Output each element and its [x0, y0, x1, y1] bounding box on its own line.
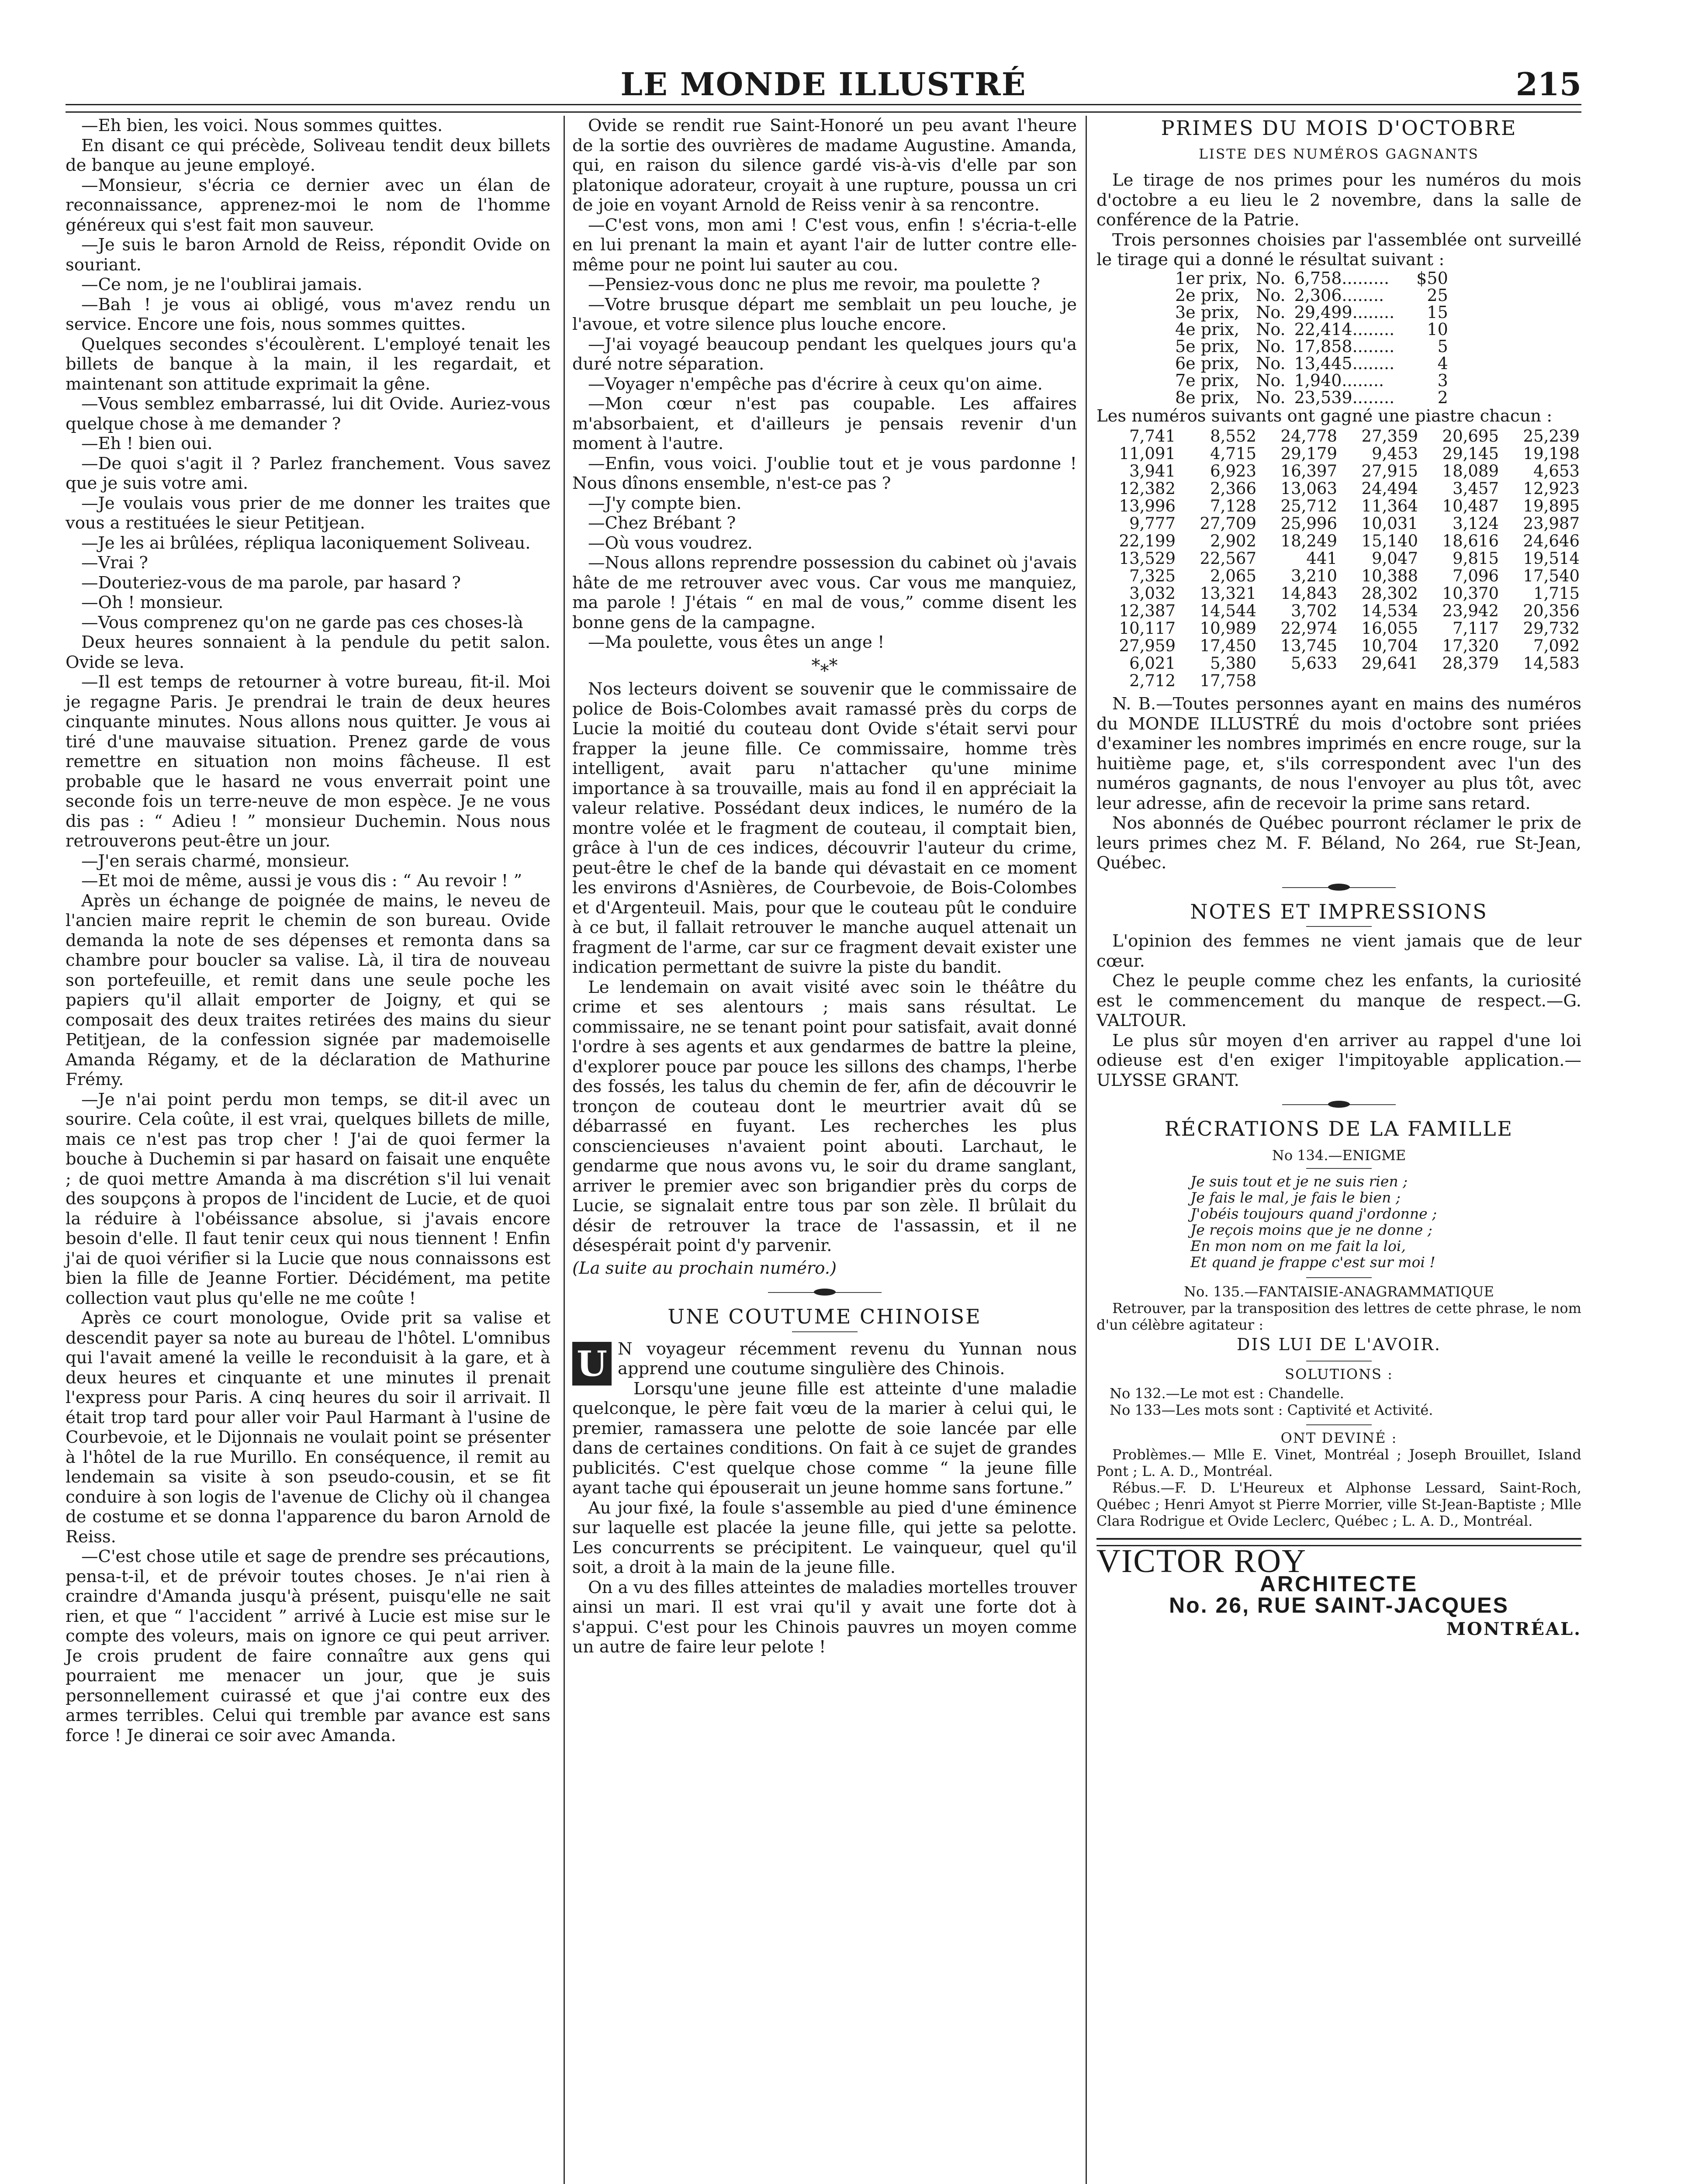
numbers-row [1096, 655, 1581, 672]
winning-number: 13,063 [1280, 479, 1337, 498]
prize-cell: No. [1256, 370, 1286, 390]
notes-quote-2: Chez le peuple comme chez les enfants, la curiosité est le commencement du manque de respect.—G. VALTOUR. [1096, 971, 1581, 1030]
paragraph: Nos lecteurs doivent se souvenir que le commissaire de police de Bois-Colombes avait ramassé près du corps de Lucie la moitié du couteau dont Ovide s'était servi pour frapper la jeune fille. Ce commissaire, homme très intelligent, avait paru n'attacher qu'une minime importance à sa trouvaille, mais au fond il en appréciait la valeur relative. Possédant deux indices, le numéro de la montre volée et le fragment de couteau, il comptait bien, grâce à l'un de ces indices, découvrir l'auteur du crime, peut-être le chef de la bande qui dévastait en ce moment les environs d'Asnières, de Courbevoie, de Bois-Colombes et d'Argenteuil. Mais, pour que le couteau pût le conduire à ce but, il fallait retrouver le manche auquel attenait un fragment de l'arme, car sur ce fragment devait exister une indication permettant de suivre la piste du bandit. [572, 679, 1077, 977]
winning-number: 29,641 [1361, 654, 1418, 673]
title-rule [1306, 1168, 1372, 1169]
winning-number: 18,089 [1442, 462, 1499, 480]
winning-number: 3,702 [1291, 601, 1337, 620]
paragraph: —Eh ! bien oui. [81, 434, 213, 453]
prize-cell: No. [1256, 387, 1286, 407]
paragraph: —Douteriez-vous de ma parole, par hasard ? [81, 573, 461, 593]
winning-number: 24,646 [1523, 532, 1580, 550]
paragraph: Après un échange de poignée de mains, le neveu de l'ancien maire reprit le chemin de son bureau. Ovide demanda la note de ses dépenses et remonta dans sa chambre pour boucler sa valise. Là, il tira de nouveau son portefeuille, et remit dans une seule poche les papiers qu'il allait emporter de Joigny, et qui se composait des deux traites retirées des mains du sieur Petitjean, de la confession signée par mademoiselle Amanda Régamy, et de la déclaration de Mathurine Frémy. [66, 891, 550, 1089]
winning-number: 29,145 [1442, 444, 1499, 463]
paragraph: —Je n'ai point perdu mon temps, se dit-il avec un sourire. Cela coûte, il est vrai, quelques billets de mille, mais ce n'est pas trop cher ! J'ai de quoi fermer la bouche à Duchemin si par hasard on faisait une enquête ; de quoi mettre Amanda à ma discrétion s'il lui venait des soupçons à propos de l'incident de Lucie, et de quoi la réduire à l'obéissance absolue, si j'avais encore besoin d'elle. Il faut tenir ceux qui nous tiennent ! Enfin j'ai de quoi vérifier si la Lucie que nous connaissons est bien la fille de Jeanne Fortier. Décidément, ma petite collection vaut plus qu'elle ne me coûte ! [66, 1089, 550, 1308]
winning-number: 3,210 [1291, 567, 1337, 585]
winning-number: 18,616 [1442, 532, 1499, 550]
prize-cell: 8e prix, [1175, 387, 1239, 407]
paragraph: Ovide se rendit rue Saint-Honoré un peu avant l'heure de la sortie des ouvrières de madame Augustine. Amanda, qui, en raison du silence gardé vis-à-vis d'elle par son platonique adorateur, croyait à une rupture, poussa un cri de joie en voyant Arnold de Reiss venir à sa rencontre. [572, 116, 1077, 215]
asterism: *⁎* [811, 655, 838, 676]
prize-row [1171, 355, 1453, 372]
paragraph: —Vrai ? [81, 553, 148, 573]
winning-number: 7,092 [1533, 636, 1580, 655]
numbers-row [1096, 585, 1581, 602]
paragraph: —Je suis le baron Arnold de Reiss, répondit Ovide on souriant. [66, 235, 550, 275]
winning-number: 6,923 [1210, 462, 1256, 480]
numbers-row [1096, 620, 1581, 637]
winning-number: 25,712 [1280, 497, 1337, 515]
winning-number: 10,487 [1442, 497, 1499, 515]
paragraph: —Enfin, vous voici. J'oublie tout et je vous pardonne ! Nous dînons ensemble, n'est-ce pas ? [572, 453, 1077, 493]
winning-number: 4,715 [1210, 444, 1256, 463]
paragraph: —Je les ai brûlées, répliqua laconiquement Soliveau. [81, 533, 531, 553]
paragraph: On a vu des filles atteintes de maladies mortelles trouver ainsi un mari. Il est vrai qu'il y avait une forte dot à s'appui. C'est pour les Chinois pauvres un moyen comme un autre de faire leur pelote ! [572, 1577, 1077, 1657]
numbers-row [1096, 480, 1581, 498]
primes-subtitle: LISTE DES NUMÉROS GAGNANTS [1199, 146, 1479, 162]
prize-cell: 2e prix, [1175, 285, 1239, 305]
poem-line: En mon nom on me fait la loi, [1190, 1237, 1406, 1254]
anagram-heading: No. 135.—FANTAISIE-ANAGRAMMATIQUE [1184, 1283, 1494, 1300]
winning-number: 17,320 [1442, 636, 1499, 655]
winning-number: 9,815 [1453, 549, 1499, 568]
winning-number: 24,494 [1361, 479, 1418, 498]
winning-number: 29,179 [1280, 444, 1337, 463]
winning-number: 12,382 [1119, 479, 1176, 498]
paragraph: Quelques secondes s'écoulèrent. L'employé tenait les billets de banque à la main, il les regardait, et maintenant son attitude exprimait la gêne. [66, 334, 550, 394]
paragraph: Le lendemain on avait visité avec soin le théâtre du crime et ses alentours ; mais sans résultat. Le commissaire, ne se tenant point pour satisfait, avait donné l'ordre à ses agents et aux gendarmes de battre la pleine, d'explorer pouce par pouce les sillons des champs, l'herbe des fossés, les talus du chemin de fer, afin de découvrir le tronçon de couteau dont le meurtrier avait dû se débarrassé en fuyant. Les recherches les plus consciencieuses n'avaient point abouti. Larchaut, le gendarme que nous avons vu, le soir du drame sanglant, arriver le premier avec son brigandier près du corps de Lucie, se signalait entre tous par son zèle. Il brûlait du désir de retrouver la trace de l'assassin, et il ne désespérait point d'y parvenir. [572, 977, 1077, 1255]
winning-number: 14,583 [1523, 654, 1580, 673]
winning-number: 27,915 [1361, 462, 1418, 480]
notes-quote-3: Le plus sûr moyen d'en arriver au rappel d'une loi odieuse est d'en exiger l'impitoyable application.—ULYSSE GRANT. [1096, 1030, 1581, 1090]
prize-cell: No. [1256, 336, 1286, 356]
dropcap-letter: U [572, 1342, 612, 1386]
winning-number: 19,198 [1523, 444, 1580, 463]
numbers-row [1096, 550, 1581, 567]
paragraph: —Nous allons reprendre possession du cabinet où j'avais hâte de me retrouver avec vous. Car vous me manquiez, ma parole ! J'étais “ en mal de vous,” comme disent les bonne gens de la campagne. [572, 553, 1077, 632]
prize-cell: 15 [1427, 302, 1448, 322]
piastre-line: Les numéros suivants ont gagné une piastre chacun : [1096, 406, 1553, 426]
winning-number: 25,996 [1280, 514, 1337, 533]
winning-numbers-grid [1096, 428, 1581, 690]
solution-line: No 133—Les mots sont : Captivité et Activité. [1110, 1402, 1433, 1418]
column-2 [572, 116, 1077, 1657]
winning-number: 10,031 [1361, 514, 1418, 533]
header-rule [66, 104, 1581, 113]
poem-line: Je suis tout et je ne suis rien ; [1190, 1172, 1408, 1190]
winning-number: 27,359 [1361, 427, 1418, 446]
paragraph: —Où vous voudrez. [588, 533, 753, 553]
prize-cell: 1,940........ [1294, 370, 1384, 390]
solution-line: No 132.—Le mot est : Chandelle. [1110, 1385, 1344, 1402]
prize-cell: No. [1256, 268, 1286, 288]
winning-number: 12,923 [1523, 479, 1580, 498]
winning-number: 441 [1306, 549, 1337, 568]
paragraph: —Je voulais vous prier de me donner les traites que vous a restituées le sieur Petitjean. [66, 493, 550, 533]
winning-number: 29,732 [1523, 619, 1580, 638]
winning-number: 5,633 [1291, 654, 1337, 673]
winning-number: 2,902 [1210, 532, 1256, 550]
prize-cell: 5 [1437, 336, 1448, 356]
anagram-phrase: DIS LUI DE L'AVOIR. [1236, 1334, 1441, 1354]
title-rule [1306, 1277, 1372, 1278]
coutume-body [572, 1379, 1077, 1657]
prize-row [1171, 372, 1453, 389]
prize-cell: 6e prix, [1175, 353, 1239, 373]
prize-cell: 22,414........ [1294, 319, 1395, 339]
solutions-heading: SOLUTIONS : [1285, 1366, 1393, 1382]
prize-cell: 2,306........ [1294, 285, 1384, 305]
winning-number: 2,366 [1210, 479, 1256, 498]
poem-line: Et quand je frappe c'est sur moi ! [1190, 1253, 1435, 1271]
paragraph: —Oh ! monsieur. [81, 593, 224, 612]
ornament-divider [1282, 885, 1396, 890]
numbers-row [1096, 463, 1581, 480]
winning-number: 10,989 [1200, 619, 1256, 638]
prize-cell: No. [1256, 319, 1286, 339]
quebec-notice: Nos abonnés de Québec pourront réclamer le prix de leurs primes chez M. F. Béland, No 264, rue St-Jean, Québec. [1096, 813, 1581, 873]
prize-row [1171, 338, 1453, 355]
prize-cell: $50 [1416, 268, 1448, 288]
story-continuation [572, 116, 1077, 653]
numbers-row [1096, 428, 1581, 445]
winning-number: 24,778 [1280, 427, 1337, 446]
story-continuation-2 [572, 679, 1077, 1256]
prize-cell: No. [1256, 353, 1286, 373]
nb-notice: N. B.—Toutes personnes ayant en mains des numéros du MONDE ILLUSTRÉ du mois d'octobre sont priées d'examiner les nombres imprimés en encre rouge, sur la huitième page, et, s'ils correspondent avec l'un des numéros gagnants, de nous l'envoyer au plus tôt, avec leur adresse, afin de recevoir la prime sans retard. [1096, 694, 1581, 813]
prize-cell: 2 [1437, 387, 1448, 407]
newspaper-title: LE MONDE ILLUSTRÉ [620, 66, 1027, 103]
paragraph: —Il est temps de retourner à votre bureau, fit-il. Moi je regagne Paris. Je prendrai le train de deux heures cinquante minutes. Nous allons nous quitter. Je vous ai tiré d'une mauvaise situation. Prenez garde de vous remettre en situation non moins fâcheuse. Il est probable que le hasard ne vous enverrait point une seconde fois un terre-neuve de mon espèce. Je ne vous dis pas : “ Adieu ! ” monsieur Duchemin. Nous nous retrouverons peut-être un jour. [66, 672, 550, 851]
winning-number: 28,379 [1442, 654, 1499, 673]
winning-number: 22,567 [1200, 549, 1256, 568]
winning-number: 17,540 [1523, 567, 1580, 585]
paragraph: —Monsieur, s'écria ce dernier avec un élan de reconnaissance, apprenez-moi le nom de l'homme généreux qui s'est fait mon sauveur. [66, 175, 550, 235]
prize-cell: 5e prix, [1175, 336, 1239, 356]
prize-cell: 13,445........ [1294, 353, 1395, 373]
paragraph: —Voyager n'empêche pas d'écrire à ceux qu'on aime. [588, 374, 1043, 394]
winning-number: 13,745 [1280, 636, 1337, 655]
paragraph: —C'est vons, mon ami ! C'est vous, enfin ! s'écria-t-elle en lui prenant la main et ayant l'air de lutter contre elle-même pour ne point lui sauter au cou. [572, 215, 1077, 275]
title-rule [792, 1331, 858, 1332]
winning-number: 9,453 [1372, 444, 1418, 463]
paragraph: —Mon cœur n'est pas coupable. Les affaires m'absorbaient, et d'ailleurs je pensais revenir d'un moment à l'autre. [572, 394, 1077, 453]
winning-number: 20,695 [1442, 427, 1499, 446]
winning-number: 7,128 [1210, 497, 1256, 515]
ornament-divider [768, 1290, 882, 1295]
winning-number: 3,941 [1129, 462, 1176, 480]
devine-rebus: Rébus.—F. D. L'Heureux et Alphonse Lessard, Saint-Roch, Québec ; Henri Amyot st Pierre Morrier, ville St-Jean-Baptiste ; Mlle Clara Rodrigue et Ovide Leclerc, Québec ; L. A. D., Montréal. [1096, 1479, 1581, 1529]
paragraph: —J'y compte bien. [588, 493, 742, 513]
prize-row [1171, 321, 1453, 338]
page-number: 215 [1515, 66, 1581, 103]
masthead [66, 66, 1581, 103]
winning-number: 7,096 [1453, 567, 1499, 585]
winning-number: 7,325 [1129, 567, 1176, 585]
winning-number: 13,529 [1119, 549, 1176, 568]
numbers-row [1096, 532, 1581, 550]
paragraph: —Vous semblez embarrassé, lui dit Ovide. Auriez-vous quelque chose à me demander ? [66, 394, 550, 434]
to-be-continued: (La suite au prochain numéro.) [572, 1258, 837, 1278]
paragraph: Lorsqu'une jeune fille est atteinte d'une maladie quelconque, le père fait vœu de la marier à celui qui, le premier, ramassera une pelotte de soie lancée par elle dans de certaines conditions. On fait à ce sujet de grandes publicités. C'est quelque chose comme “ la jeune fille ayant tache qui épouserait un jeune homme sans fortune.” [572, 1379, 1077, 1498]
column-3 [1096, 116, 1581, 1639]
numbers-row [1096, 567, 1581, 585]
winning-number: 22,199 [1119, 532, 1176, 550]
paragraph: —J'ai voyagé beaucoup pendant les quelques jours qu'a duré notre séparation. [572, 334, 1077, 374]
prize-cell: 29,499........ [1294, 302, 1395, 322]
winning-number: 13,321 [1200, 584, 1256, 603]
primes-intro-2: Trois personnes choisies par l'assemblée ont surveillé le tirage qui a donné le résultat suivant : [1096, 230, 1581, 270]
paragraph: —Ma poulette, vous êtes un ange ! [588, 632, 885, 652]
prize-cell: No. [1256, 285, 1286, 305]
devine-heading: ONT DEVINÉ : [1280, 1430, 1397, 1446]
prize-cell: 1er prix, [1175, 268, 1248, 288]
winning-number: 22,974 [1280, 619, 1337, 638]
paragraph: Deux heures sonnaient à la pendule du petit salon. Ovide se leva. [66, 632, 550, 672]
ornament-divider [1282, 1102, 1396, 1107]
winning-number: 17,450 [1200, 636, 1256, 655]
winning-number: 8,552 [1210, 427, 1256, 446]
prize-cell: 3 [1437, 370, 1448, 390]
prize-cell: 6,758......... [1294, 268, 1390, 288]
anagram-text: Retrouver, par la transposition des lettres de cette phrase, le nom d'un célèbre agitateur : [1096, 1299, 1581, 1333]
paragraph: —C'est chose utile et sage de prendre ses précautions, pensa-t-il, et de prévoir toutes choses. Je n'ai rien à craindre d'Amanda jusqu'à présent, puisqu'elle ne sait rien, et que “ l'accident ” arrivé à Lucie est mise sur le compte des voleurs, mais on ignore ce qui peut arriver. Je crois prudent de faire connaître aux gens qui pourraient me menacer un jour, que je suis personnellement cuirassé et que j'ai contre eux des armes terribles. Celui qui tremble par avance est sans force ! Je dinerai ce soir avec Amanda. [66, 1547, 550, 1745]
prize-row [1171, 389, 1453, 406]
prize-cell: 4 [1437, 353, 1448, 373]
winning-number: 28,302 [1361, 584, 1418, 603]
paragraph: —Bah ! je vous ai obligé, vous m'avez rendu un service. Encore une fois, nous sommes quittes. [66, 294, 550, 334]
winning-number: 11,364 [1361, 497, 1418, 515]
prize-cell: No. [1256, 302, 1286, 322]
winning-number: 23,942 [1442, 601, 1499, 620]
prize-cell: 3e prix, [1175, 302, 1239, 322]
solutions-list [1110, 1385, 1581, 1418]
paragraph: —J'en serais charmé, monsieur. [81, 851, 350, 871]
winning-number: 15,140 [1361, 532, 1418, 550]
winning-number [1420, 672, 1501, 690]
coutume-first-paragraph: U N voyageur récemment revenu du Yunnan nous apprend une coutume singulière des Chinois. [572, 1339, 1077, 1379]
advertiser-name: VICTOR ROY [1096, 1543, 1307, 1579]
paragraph: —Et moi de même, aussi je vous dis : “ Au revoir ! ” [81, 871, 522, 891]
numbers-row [1096, 672, 1581, 690]
winning-number [1501, 672, 1581, 690]
winning-number: 4,653 [1533, 462, 1580, 480]
winning-number: 3,457 [1453, 479, 1499, 498]
column-1-story [66, 116, 550, 1745]
winning-number: 20,356 [1523, 601, 1580, 620]
winning-number: 27,959 [1119, 636, 1176, 655]
winning-number: 19,514 [1523, 549, 1580, 568]
paragraph: —Votre brusque départ me semblait un peu louche, je l'avoue, et votre silence plus louche encore. [572, 294, 1077, 334]
winning-number: 12,387 [1119, 601, 1176, 620]
devine-problemes: Problèmes.— Mlle E. Vinet, Montréal ; Joseph Brouillet, Island Pont ; L. A. D., Montréal. [1096, 1446, 1581, 1479]
winning-number: 1,715 [1533, 584, 1580, 603]
winning-number: 10,370 [1442, 584, 1499, 603]
winning-number: 5,380 [1210, 654, 1256, 673]
notes-quote-1: L'opinion des femmes ne vient jamais que de leur cœur. [1096, 931, 1581, 971]
numbers-row [1096, 602, 1581, 620]
numbers-row [1096, 637, 1581, 655]
enigme-poem [1190, 1173, 1581, 1270]
advertiser-address: No. 26, RUE SAINT-JACQUES [1169, 1593, 1509, 1617]
paragraph: —Ce nom, je ne l'oublirai jamais. [81, 275, 363, 294]
paragraph: —Pensiez-vous donc ne plus me revoir, ma poulette ? [588, 275, 1040, 294]
winning-number: 7,741 [1129, 427, 1176, 446]
winning-number: 11,091 [1119, 444, 1176, 463]
winning-number: 17,758 [1200, 671, 1256, 690]
numbers-row [1096, 445, 1581, 463]
winning-number: 10,117 [1119, 619, 1176, 638]
winning-number: 14,534 [1361, 601, 1418, 620]
paragraph: En disant ce qui précède, Soliveau tendit deux billets de banque au jeune employé. [66, 135, 550, 175]
primes-intro: Le tirage de nos primes pour les numéros du mois d'octobre a eu lieu le 2 novembre, dans la salle de conférence de la Patrie. [1096, 170, 1581, 230]
paragraph: —Chez Brébant ? [588, 513, 736, 533]
advertiser-city: MONTRÉAL. [1446, 1618, 1581, 1639]
winning-number: 10,388 [1361, 567, 1418, 585]
winning-number: 3,032 [1129, 584, 1176, 603]
prize-cell: 17,858........ [1294, 336, 1395, 356]
winning-number: 23,987 [1523, 514, 1580, 533]
paragraph: —Eh bien, les voici. Nous sommes quittes. [81, 116, 443, 135]
prize-cell: 7e prix, [1175, 370, 1239, 390]
column-divider [564, 116, 565, 2184]
winning-number: 7,117 [1453, 619, 1499, 638]
paragraph: —Vous comprenez qu'on ne garde pas ces choses-là [81, 612, 523, 632]
winning-number: 14,843 [1280, 584, 1337, 603]
winning-number: 9,777 [1129, 514, 1176, 533]
prize-row [1171, 270, 1453, 287]
winning-number: 16,397 [1280, 462, 1337, 480]
prize-row [1171, 287, 1453, 304]
notes-title: NOTES ET IMPRESSIONS [1190, 899, 1488, 923]
prize-cell: 4e prix, [1175, 319, 1239, 339]
column-divider [1086, 116, 1087, 2184]
winning-number: 6,021 [1129, 654, 1176, 673]
paragraph: —De quoi s'agit il ? Parlez franchement. Vous savez que je suis votre ami. [66, 453, 550, 493]
title-rule [1306, 926, 1372, 927]
prize-row [1171, 304, 1453, 321]
winning-number: 19,895 [1523, 497, 1580, 515]
poem-line: Je reçois moins que je ne donne ; [1190, 1221, 1432, 1238]
poem-line: Je fais le mal, je fais le bien ; [1190, 1189, 1401, 1206]
enigme-heading: No 134.—ENIGME [1272, 1147, 1406, 1164]
title-rule [1306, 1424, 1372, 1425]
winning-number: 13,996 [1119, 497, 1176, 515]
winning-number: 18,249 [1280, 532, 1337, 550]
prize-cell: 23,539........ [1294, 387, 1395, 407]
winning-number: 27,709 [1200, 514, 1256, 533]
prize-table [1171, 270, 1453, 406]
winning-number: 10,704 [1361, 636, 1418, 655]
winning-number: 3,124 [1453, 514, 1499, 533]
recreations-title: RÉCRATIONS DE LA FAMILLE [1164, 1117, 1514, 1140]
winning-number: 2,712 [1129, 671, 1176, 690]
winning-number: 2,065 [1210, 567, 1256, 585]
poem-line: J'obéis toujours quand j'ordonne ; [1190, 1205, 1437, 1222]
coutume-title: UNE COUTUME CHINOISE [668, 1305, 982, 1328]
paragraph: Après ce court monologue, Ovide prit sa valise et descendit payer sa note au bureau de l'hôtel. L'omnibus qui l'avait amené la veille le reconduisit à la gare, et à deux heures et cinquante et une minutes il prenait l'express pour Paris. A cinq heures du soir il arrivait. Il était trop tard pour aller voir Paul Harmant à l'usine de Courbevoie, et le Dijonnais ne voulait point se présenter à l'hôtel de la rue Murillo. En conséquence, il remit au lendemain sa visite à son pseudo-cousin, et se fit conduire à son logis de l'avenue de Clichy où il changea de costume et se donna l'apparence du baron Arnold de Reiss. [66, 1308, 550, 1547]
winning-number [1258, 672, 1339, 690]
winning-number: 14,544 [1200, 601, 1256, 620]
paragraph: Au jour fixé, la foule s'assemble au pied d'une éminence sur laquelle est placée la jeune fille, qui jette sa pelotte. Les concurrents se précipitent. Le vainqueur, quel qu'il soit, a droit à la main de la jeune fille. [572, 1498, 1077, 1577]
prize-cell: 10 [1427, 319, 1448, 339]
advertiser-profession: ARCHITECTE [1259, 1571, 1418, 1596]
numbers-row [1096, 515, 1581, 532]
prize-cell: 25 [1427, 285, 1448, 305]
primes-title: PRIMES DU MOIS D'OCTOBRE [1161, 116, 1517, 140]
title-rule [1306, 1361, 1372, 1362]
numbers-row [1096, 498, 1581, 515]
winning-number: 25,239 [1523, 427, 1580, 446]
winning-number [1339, 672, 1420, 690]
winning-number: 9,047 [1372, 549, 1418, 568]
winning-number: 16,055 [1361, 619, 1418, 638]
